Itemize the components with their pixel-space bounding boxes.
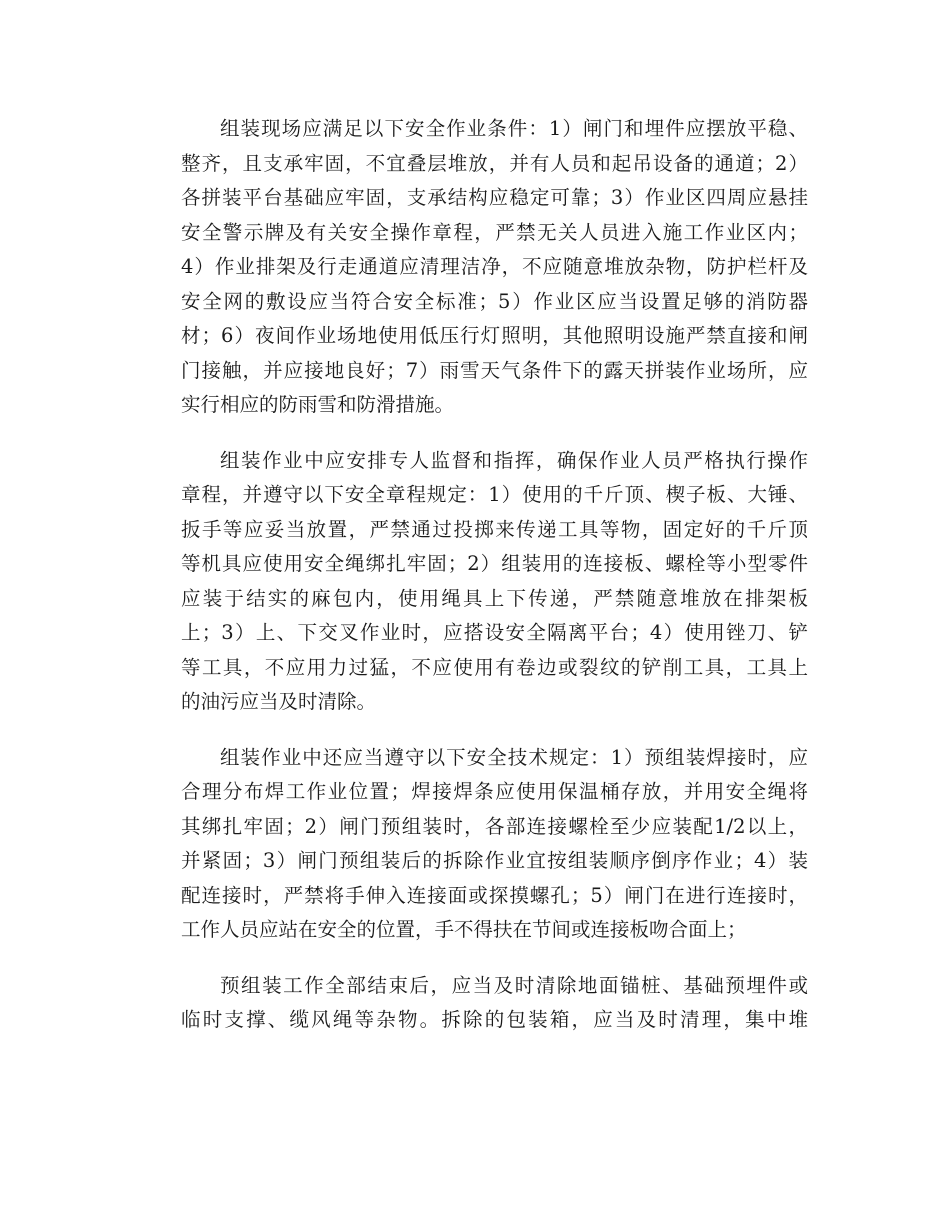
text-line: 配连接时，严禁将手伸入连接面或探摸螺孔；5）闸门在进行连接时， xyxy=(181,883,808,907)
paragraph-supervision-rules xyxy=(142,444,808,720)
text-line: 安全警示牌及有关安全操作章程，严禁无关人员进入施工作业区内； xyxy=(181,220,808,244)
text-line: 应装于结实的麻包内，使用绳具上下传递，严禁随意堆放在排架板 xyxy=(181,586,808,610)
text-line: 4）作业排架及行走通道应清理洁净，不应随意堆放杂物，防护栏杆及 xyxy=(181,255,808,278)
text-line: 安全网的敷设应当符合安全标准；5）作业区应当设置足够的消防器 xyxy=(181,289,808,313)
text-line: 组装现场应满足以下安全作业条件：1）闸门和埋件应摆放平稳、 xyxy=(220,117,808,140)
text-line: 章程，并遵守以下安全章程规定：1）使用的千斤顶、楔子板、大锤、 xyxy=(181,483,808,506)
document-body xyxy=(142,112,808,1059)
text-line: 组装作业中应安排专人监督和指挥，确保作业人员严格执行操作 xyxy=(220,448,808,472)
paragraph-technical-rules xyxy=(142,741,808,948)
text-line: 整齐，且支承牢固，不宜叠层堆放，并有人员和起吊设备的通道；2） xyxy=(181,151,808,175)
text-line: 等机具应使用安全绳绑扎牢固；2）组装用的连接板、螺栓等小型零件 xyxy=(181,552,808,575)
text-line: 等工具，不应用力过猛，不应使用有卷边或裂纹的铲削工具，工具上 xyxy=(181,655,808,679)
text-line: 材；6）夜间作业场地使用低压行灯照明，其他照明设施严禁直接和闸 xyxy=(181,324,808,347)
text-line: 的油污应当及时清除。 xyxy=(181,690,377,713)
text-line: 预组装工作全部结束后，应当及时清除地面锚桩、基础预埋件或 xyxy=(220,973,808,997)
paragraph-site-conditions xyxy=(142,112,808,423)
text-line: 工作人员应站在安全的位置，手不得扶在节间或连接板吻合面上； xyxy=(181,918,747,941)
text-line: 临时支撑、缆风绳等杂物。拆除的包装箱，应当及时清理，集中堆 xyxy=(181,1008,808,1031)
text-line: 扳手等应妥当放置，严禁通过投掷来传递工具等物，固定好的千斤顶 xyxy=(181,517,808,541)
text-line: 上；3）上、下交叉作业时，应搭设安全隔离平台；4）使用锉刀、铲 xyxy=(181,621,808,644)
text-line: 组装作业中还应当遵守以下安全技术规定：1）预组装焊接时，应 xyxy=(220,745,808,769)
text-line: 其绑扎牢固；2）闸门预组装时，各部连接螺栓至少应装配1/2以上， xyxy=(181,814,808,838)
text-line: 并紧固；3）闸门预组装后的拆除作业宜按组装顺序倒序作业；4）装 xyxy=(181,849,808,872)
text-line: 合理分布焊工作业位置；焊接焊条应使用保温桶存放，并用安全绳将 xyxy=(181,780,808,803)
text-line: 各拼装平台基础应牢固，支承结构应稳定可靠；3）作业区四周应悬挂 xyxy=(181,186,808,209)
paragraph-cleanup xyxy=(142,969,808,1038)
text-line: 门接触，并应接地良好；7）雨雪天气条件下的露天拼装作业场所，应 xyxy=(181,358,808,382)
text-line: 实行相应的防雨雪和防滑措施。 xyxy=(181,393,455,416)
